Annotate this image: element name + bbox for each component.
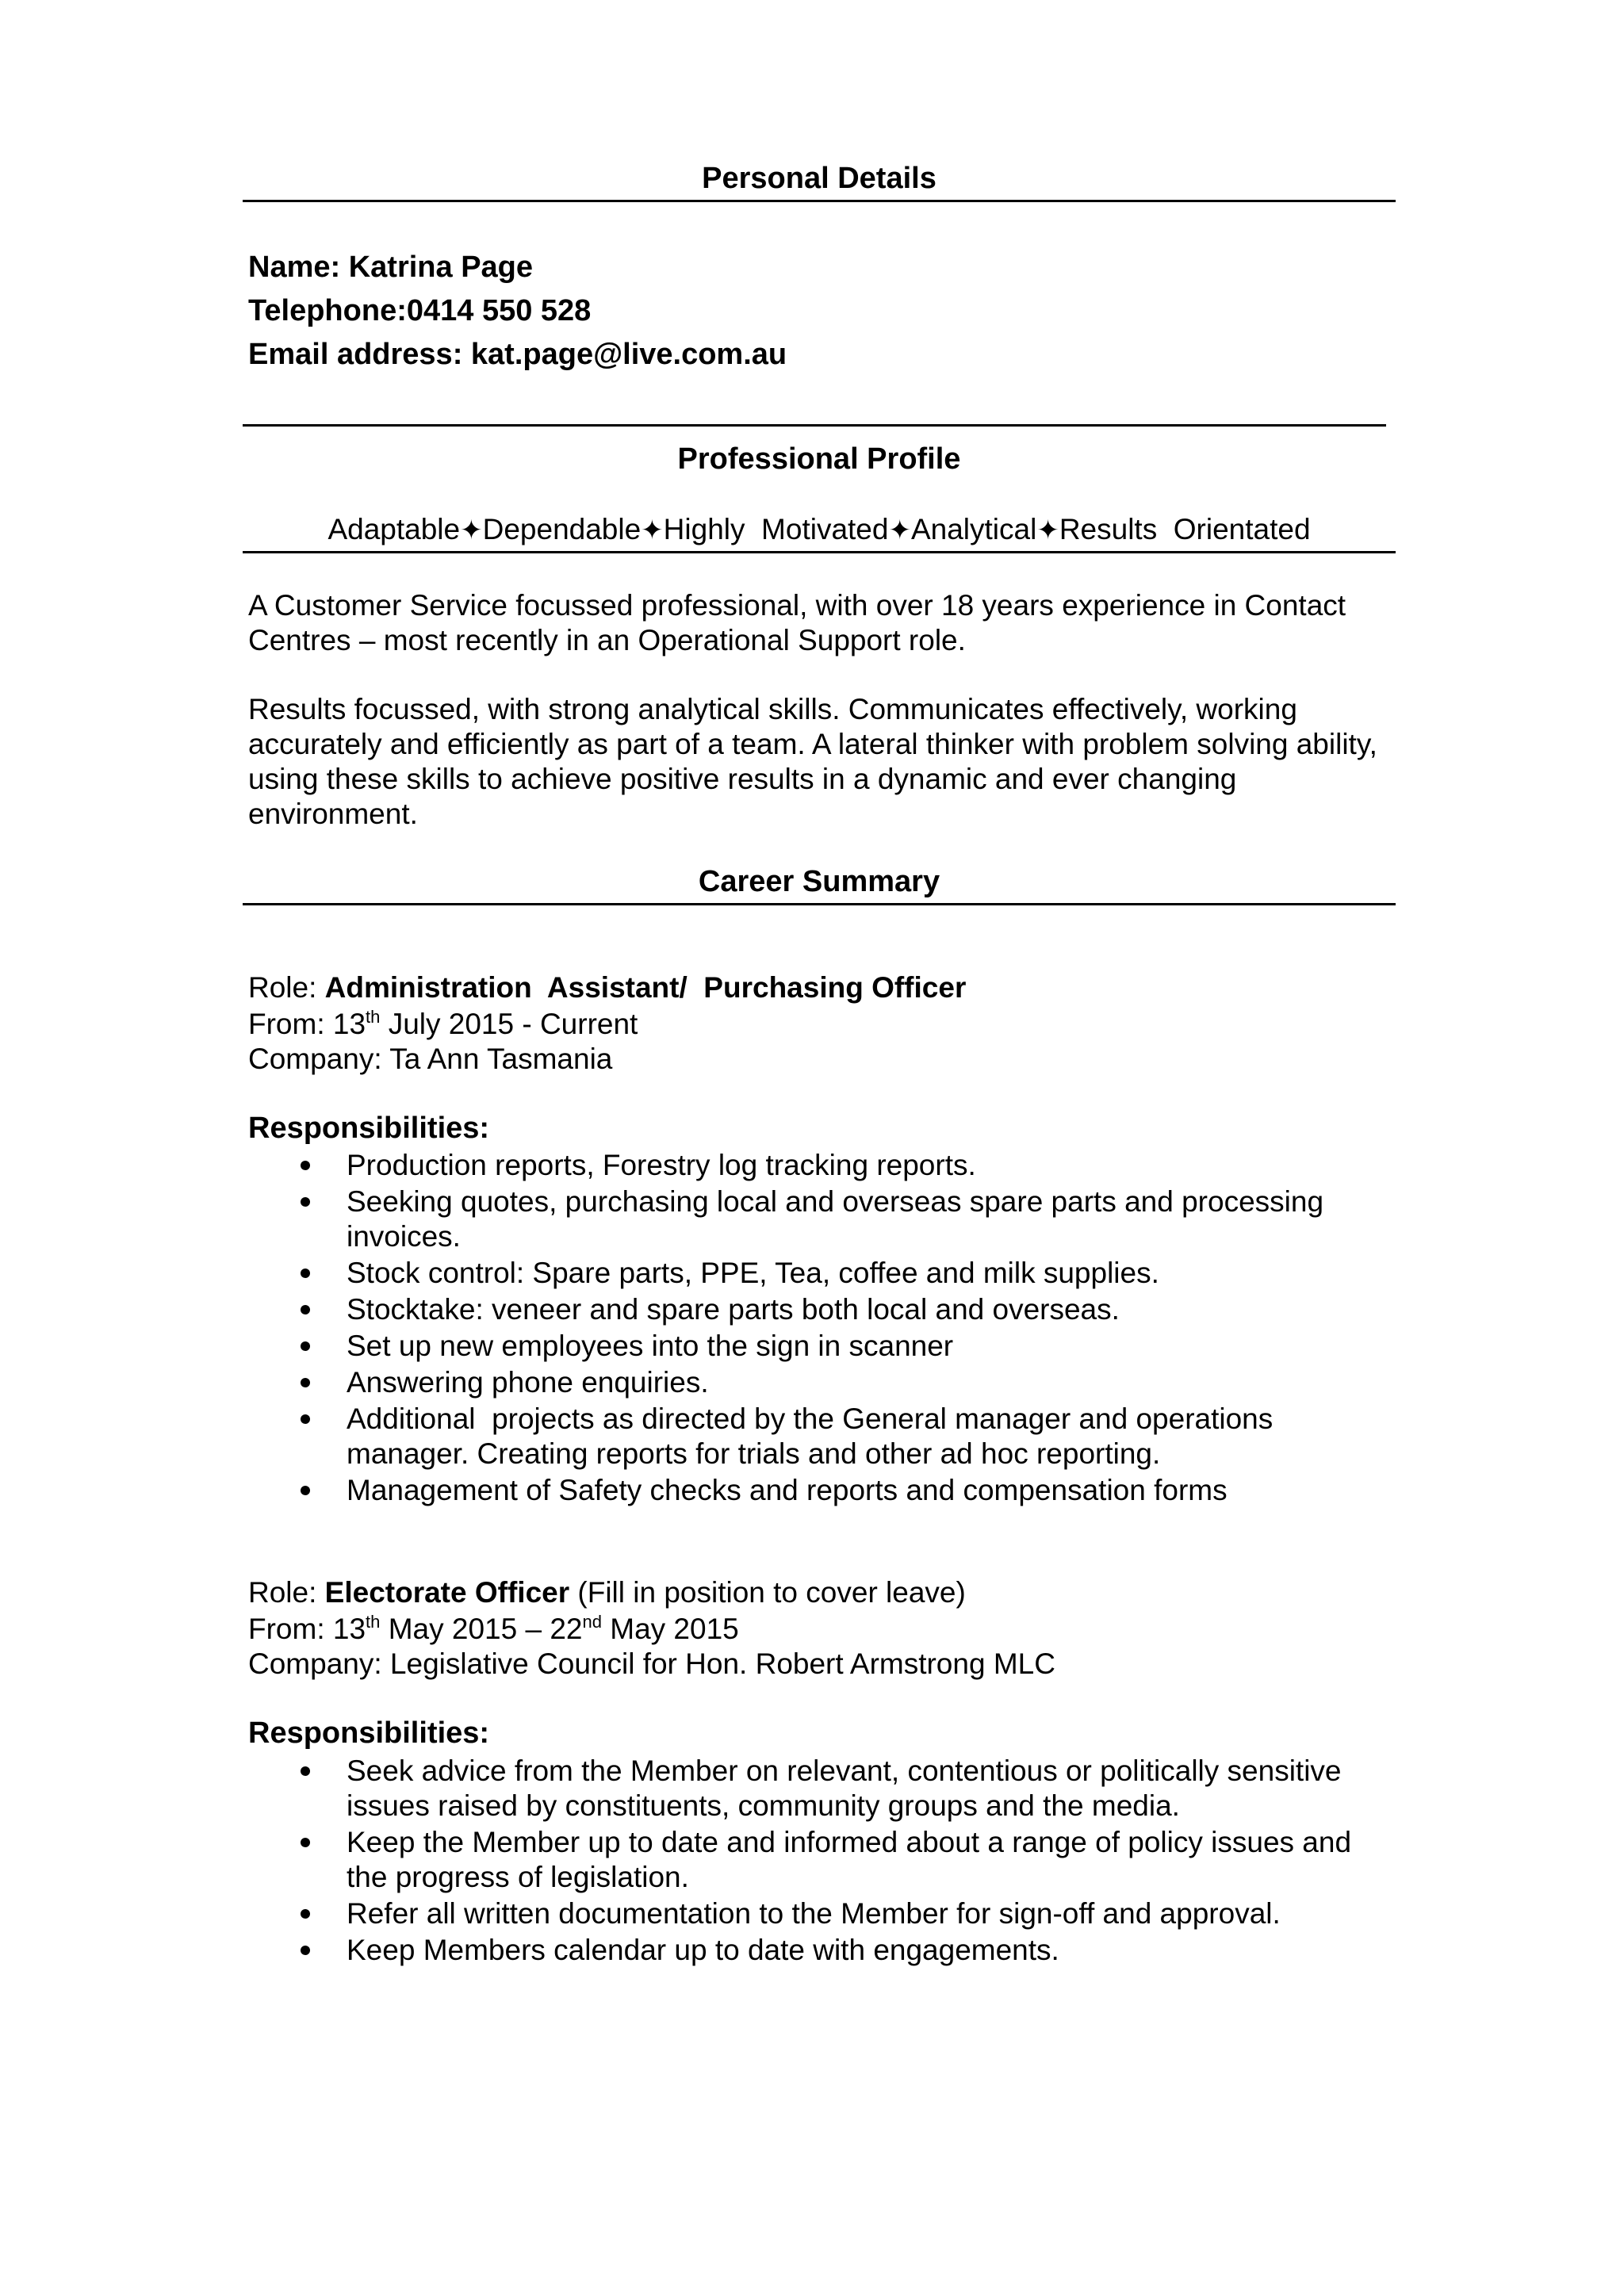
list-item-text: Management of Safety checks and reports and compensation forms	[347, 1474, 1228, 1506]
trait: Analytical	[910, 513, 1037, 545]
star-separator-icon: ✦	[888, 515, 911, 546]
bullet-icon	[301, 1946, 310, 1955]
email-line	[248, 336, 787, 373]
list-item-text: Refer all written documentation to the Member for sign-off and approval.	[347, 1897, 1281, 1930]
list-item	[248, 1292, 1400, 1327]
from-rest: May 2015 –	[388, 1613, 542, 1645]
responsibilities-label: Responsibilities:	[248, 1716, 490, 1750]
trait: Adaptable	[327, 513, 461, 545]
star-separator-icon: ✦	[641, 515, 664, 546]
from-rest: July 2015 - Current	[388, 1008, 638, 1040]
bullet-icon	[301, 1378, 310, 1387]
role-label: Role:	[248, 971, 317, 1004]
responsibilities-label: Responsibilities:	[248, 1112, 490, 1145]
job-company-line	[248, 1042, 612, 1077]
bullet-icon	[301, 1197, 310, 1207]
company-label: Company:	[248, 1043, 382, 1075]
telephone-value: 0414 550 528	[406, 294, 592, 327]
role-label: Role:	[248, 1576, 317, 1609]
from-day: 13	[332, 1613, 366, 1645]
list-item	[248, 1148, 1400, 1183]
from-day-suffix: th	[366, 1007, 381, 1027]
list-item	[248, 1329, 1400, 1364]
list-item	[248, 1256, 1400, 1291]
list-item-text: Production reports, Forestry log tracking reports.	[347, 1149, 976, 1181]
trait: Highly Motivated	[663, 513, 889, 545]
from-label: From:	[248, 1613, 325, 1645]
from-label: From:	[248, 1008, 325, 1040]
from-day-suffix: th	[366, 1612, 381, 1632]
name-value: Katrina Page	[348, 251, 534, 284]
list-item-text: Keep the Member up to date and informed about a range of policy issues and the progress of legislation.	[347, 1826, 1352, 1893]
role-note: (Fill in position to cover leave)	[577, 1576, 966, 1609]
career-summary-heading: Career Summary	[698, 865, 940, 898]
star-separator-icon: ✦	[1036, 515, 1059, 546]
responsibilities-list	[248, 1754, 1400, 1969]
bullet-icon	[301, 1269, 310, 1278]
bullet-icon	[301, 1486, 310, 1495]
bullet-icon	[301, 1305, 310, 1314]
trait: Results Orientated	[1059, 513, 1311, 545]
to-rest: May 2015	[610, 1613, 739, 1645]
email-label: Email address:	[248, 338, 463, 371]
list-item-text: Answering phone enquiries.	[347, 1366, 709, 1399]
star-separator-icon: ✦	[460, 515, 483, 546]
name-line	[248, 249, 533, 285]
list-item	[248, 1933, 1400, 1968]
list-item-text: Seeking quotes, purchasing local and overseas spare parts and processing invoices.	[347, 1185, 1324, 1253]
section-divider	[243, 200, 1396, 202]
list-item	[248, 1825, 1400, 1895]
list-item	[248, 1365, 1400, 1400]
list-item-text: Keep Members calendar up to date with engagements.	[347, 1934, 1059, 1966]
list-item	[248, 1473, 1400, 1508]
email-value: kat.page@live.com.au	[470, 338, 787, 371]
professional-profile-heading: Professional Profile	[677, 442, 961, 476]
role-title: Administration Assistant/ Purchasing Officer	[324, 971, 967, 1004]
telephone-label: Telephone:	[248, 294, 407, 327]
company-label: Company:	[248, 1647, 382, 1680]
job-dates-line	[248, 1612, 739, 1647]
job-company-line	[248, 1647, 1055, 1682]
to-day-suffix: nd	[582, 1612, 602, 1632]
section-divider	[243, 551, 1396, 553]
responsibilities-list	[248, 1148, 1400, 1510]
telephone-line	[248, 293, 591, 329]
from-day: 13	[332, 1008, 366, 1040]
bullet-icon	[301, 1414, 310, 1424]
list-item	[248, 1754, 1400, 1823]
job-role-line	[248, 970, 966, 1005]
trait: Dependable	[482, 513, 642, 545]
bullet-icon	[301, 1909, 310, 1919]
company-name: Legislative Council for Hon. Robert Armstrong MLC	[389, 1647, 1055, 1680]
bullet-icon	[301, 1766, 310, 1776]
personal-details-heading: Personal Details	[702, 162, 936, 195]
list-item-text: Stocktake: veneer and spare parts both local and overseas.	[347, 1293, 1120, 1326]
section-divider	[243, 903, 1396, 905]
section-divider	[243, 424, 1386, 427]
list-item	[248, 1402, 1400, 1471]
list-item-text: Stock control: Spare parts, PPE, Tea, coffee and milk supplies.	[347, 1257, 1159, 1289]
profile-paragraph: A Customer Service focussed professional, with over 18 years experience in Contact Centres – most recently in an Operational Support role.	[248, 589, 1346, 656]
list-item	[248, 1896, 1400, 1931]
list-item-text: Seek advice from the Member on relevant, contentious or politically sensitive issues raised by constituents, community groups and the media.	[347, 1755, 1342, 1822]
list-item	[248, 1184, 1400, 1254]
job-role-line	[248, 1575, 966, 1610]
bullet-icon	[301, 1838, 310, 1847]
name-label: Name:	[248, 251, 341, 284]
bullet-icon	[301, 1341, 310, 1351]
bullet-icon	[301, 1161, 310, 1170]
job-dates-line	[248, 1007, 638, 1042]
role-title: Electorate Officer	[324, 1576, 570, 1609]
profile-paragraph: Results focussed, with strong analytical skills. Communicates effectively, working accurately and efficiently as part of a team. A lateral thinker with problem solving ability, using these skills to achieve positive results in a dynamic and ever changing environment.	[248, 693, 1377, 830]
to-day: 22	[550, 1613, 583, 1645]
list-item-text: Set up new employees into the sign in scanner	[347, 1330, 954, 1362]
profile-traits	[243, 511, 1396, 549]
company-name: Ta Ann Tasmania	[389, 1043, 613, 1075]
list-item-text: Additional projects as directed by the General manager and operations manager. Creating reports for trials and other ad hoc reporting.	[347, 1402, 1281, 1470]
